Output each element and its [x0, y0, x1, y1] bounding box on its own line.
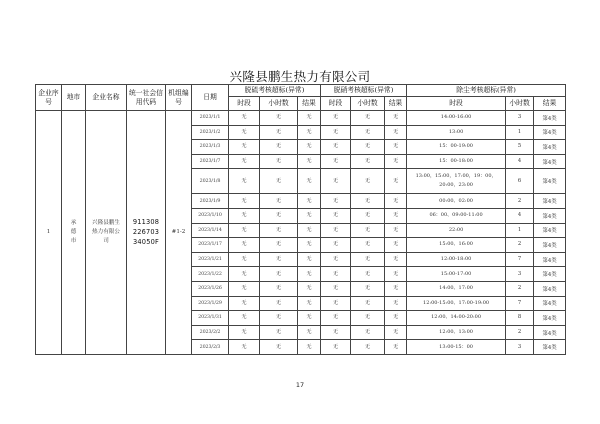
- row-desulf-time: 无: [229, 340, 260, 355]
- row-dust-result: 第4类: [534, 169, 566, 194]
- row-dust-result: 第4类: [534, 125, 566, 140]
- row-desulf-result: 无: [298, 267, 321, 282]
- row-denitr-result: 无: [385, 125, 407, 140]
- row-desulf-hours: 无: [260, 252, 298, 267]
- header-unit: 机组编号: [166, 85, 192, 111]
- row-dust-hours: 1: [506, 223, 534, 238]
- row-denitr-result: 无: [385, 311, 407, 326]
- row-dust-hours: 1: [506, 125, 534, 140]
- page-number: 17: [295, 381, 305, 389]
- enterprise-city-text: 承德市: [70, 219, 77, 244]
- row-desulf-time: 无: [229, 169, 260, 194]
- credit-code-line: 911308: [132, 218, 160, 227]
- row-desulf-hours: 无: [260, 281, 298, 296]
- row-dust-hours: 2: [506, 281, 534, 296]
- row-denitr-result: 无: [385, 169, 407, 194]
- row-date: 2023/1/26: [192, 281, 229, 296]
- row-denitr-result: 无: [385, 111, 407, 126]
- row-date: 2023/1/29: [192, 296, 229, 311]
- row-desulf-result: 无: [298, 111, 321, 126]
- row-dust-hours: 2: [506, 194, 534, 209]
- header-dust-hours: 小时数: [506, 97, 534, 111]
- row-desulf-hours: 无: [260, 340, 298, 355]
- header-dust-time: 时段: [407, 97, 506, 111]
- row-denitr-hours: 无: [351, 169, 385, 194]
- row-denitr-time: 无: [321, 208, 351, 223]
- credit-code-line: 226703: [132, 228, 160, 237]
- row-denitr-hours: 无: [351, 208, 385, 223]
- row-denitr-result: 无: [385, 267, 407, 282]
- document-title: 兴隆县鹏生热力有限公司: [229, 69, 371, 84]
- row-date: 2023/1/22: [192, 267, 229, 282]
- row-denitr-result: 无: [385, 194, 407, 209]
- row-denitr-hours: 无: [351, 340, 385, 355]
- row-dust-time: 12:00-15:00、17:00-19:00: [407, 296, 506, 311]
- row-denitr-time: 无: [321, 281, 351, 296]
- row-denitr-result: 无: [385, 296, 407, 311]
- row-date: 2023/2/2: [192, 325, 229, 340]
- row-desulf-hours: 无: [260, 238, 298, 253]
- row-desulf-result: 无: [298, 154, 321, 169]
- row-dust-hours: 5: [506, 140, 534, 155]
- row-desulf-time: 无: [229, 296, 260, 311]
- row-denitr-hours: 无: [351, 125, 385, 140]
- enterprise-unit: #1-2: [166, 111, 192, 355]
- row-denitr-result: 无: [385, 340, 407, 355]
- header-dust-group: 除尘考核超标(异常): [407, 85, 566, 97]
- row-desulf-time: 无: [229, 325, 260, 340]
- row-dust-time: 15：00-19:00: [407, 140, 506, 155]
- row-desulf-hours: 无: [260, 194, 298, 209]
- row-dust-time: 14:00-16:00: [407, 111, 506, 126]
- row-dust-hours: 2: [506, 325, 534, 340]
- row-date: 2023/1/21: [192, 252, 229, 267]
- row-dust-time: 15：00-18:00: [407, 154, 506, 169]
- row-dust-hours: 3: [506, 340, 534, 355]
- row-dust-time: 15:00、16:00: [407, 238, 506, 253]
- row-denitr-time: 无: [321, 169, 351, 194]
- row-desulf-time: 无: [229, 281, 260, 296]
- row-denitr-hours: 无: [351, 194, 385, 209]
- row-date: 2023/1/14: [192, 223, 229, 238]
- row-dust-result: 第4类: [534, 223, 566, 238]
- header-desulf-result: 结果: [298, 97, 321, 111]
- header-denitr-group: 脱硝考核超标(异常): [321, 85, 407, 97]
- row-denitr-time: 无: [321, 194, 351, 209]
- row-dust-result: 第4类: [534, 311, 566, 326]
- header-date: 日期: [192, 85, 229, 111]
- row-desulf-hours: 无: [260, 223, 298, 238]
- enterprise-company: [86, 111, 127, 355]
- row-dust-hours: 2: [506, 238, 534, 253]
- header-desulf-hours: 小时数: [260, 97, 298, 111]
- row-dust-time: 15:00-17:00: [407, 267, 506, 282]
- row-dust-result: 第4类: [534, 154, 566, 169]
- row-dust-result: 第4类: [534, 296, 566, 311]
- row-dust-hours: 3: [506, 111, 534, 126]
- header-denitr-result: 结果: [385, 97, 407, 111]
- row-desulf-result: 无: [298, 169, 321, 194]
- row-desulf-hours: 无: [260, 169, 298, 194]
- row-denitr-result: 无: [385, 238, 407, 253]
- row-denitr-result: 无: [385, 223, 407, 238]
- enterprise-seq: 1: [36, 111, 62, 355]
- row-desulf-time: 无: [229, 125, 260, 140]
- row-denitr-hours: 无: [351, 296, 385, 311]
- row-desulf-time: 无: [229, 111, 260, 126]
- credit-code-line: 34050F: [133, 238, 159, 247]
- emission-exceedance-table: [35, 84, 566, 355]
- row-dust-time: 12:00、14:00-20:00: [407, 311, 506, 326]
- row-date: 2023/1/2: [192, 125, 229, 140]
- row-denitr-time: 无: [321, 340, 351, 355]
- row-desulf-result: 无: [298, 281, 321, 296]
- row-dust-time: 14:00、17:00: [407, 281, 506, 296]
- row-date: 2023/1/1: [192, 111, 229, 126]
- row-desulf-result: 无: [298, 325, 321, 340]
- row-denitr-hours: 无: [351, 252, 385, 267]
- header-city: 地市: [62, 85, 86, 111]
- row-desulf-time: 无: [229, 252, 260, 267]
- row-date: 2023/1/7: [192, 154, 229, 169]
- row-desulf-time: 无: [229, 238, 260, 253]
- row-desulf-hours: 无: [260, 140, 298, 155]
- row-date: 2023/1/3: [192, 140, 229, 155]
- row-desulf-hours: 无: [260, 125, 298, 140]
- header-denitr-time: 时段: [321, 97, 351, 111]
- row-denitr-hours: 无: [351, 311, 385, 326]
- row-desulf-hours: 无: [260, 325, 298, 340]
- row-denitr-hours: 无: [351, 267, 385, 282]
- row-denitr-hours: 无: [351, 154, 385, 169]
- row-date: 2023/1/17: [192, 238, 229, 253]
- row-desulf-hours: 无: [260, 208, 298, 223]
- row-dust-result: 第4类: [534, 281, 566, 296]
- row-desulf-result: 无: [298, 340, 321, 355]
- row-denitr-result: 无: [385, 281, 407, 296]
- row-dust-hours: 8: [506, 311, 534, 326]
- row-dust-result: 第4类: [534, 194, 566, 209]
- row-dust-result: 第4类: [534, 208, 566, 223]
- enterprise-credit-code: [127, 111, 166, 355]
- row-desulf-result: 无: [298, 296, 321, 311]
- row-desulf-time: 无: [229, 223, 260, 238]
- row-dust-result: 第4类: [534, 267, 566, 282]
- row-dust-time: 13:00，15:00，17:00，19：00，20:00，23:00: [407, 169, 506, 194]
- row-desulf-hours: 无: [260, 311, 298, 326]
- row-dust-result: 第4类: [534, 140, 566, 155]
- row-denitr-time: 无: [321, 140, 351, 155]
- header-seq: 企业序号: [36, 85, 62, 111]
- header-denitr-hours: 小时数: [351, 97, 385, 111]
- row-denitr-result: 无: [385, 208, 407, 223]
- row-denitr-result: 无: [385, 252, 407, 267]
- row-desulf-time: 无: [229, 154, 260, 169]
- row-desulf-time: 无: [229, 194, 260, 209]
- row-denitr-hours: 无: [351, 238, 385, 253]
- row-dust-time: 06：00、09:00-11:00: [407, 208, 506, 223]
- row-desulf-result: 无: [298, 194, 321, 209]
- header-desulf-group: 脱硫考核超标(异常): [229, 85, 321, 97]
- row-dust-time: 00:00、02:00: [407, 194, 506, 209]
- row-desulf-hours: 无: [260, 154, 298, 169]
- row-dust-hours: 6: [506, 169, 534, 194]
- row-date: 2023/2/3: [192, 340, 229, 355]
- row-denitr-time: 无: [321, 154, 351, 169]
- row-denitr-time: 无: [321, 267, 351, 282]
- row-dust-result: 第4类: [534, 325, 566, 340]
- row-denitr-result: 无: [385, 140, 407, 155]
- row-dust-hours: 4: [506, 208, 534, 223]
- row-dust-hours: 3: [506, 267, 534, 282]
- row-denitr-hours: 无: [351, 111, 385, 126]
- row-date: 2023/1/9: [192, 194, 229, 209]
- row-denitr-hours: 无: [351, 223, 385, 238]
- row-dust-result: 第4类: [534, 238, 566, 253]
- row-denitr-hours: 无: [351, 140, 385, 155]
- row-dust-hours: 7: [506, 296, 534, 311]
- row-denitr-time: 无: [321, 111, 351, 126]
- row-denitr-hours: 无: [351, 281, 385, 296]
- row-denitr-time: 无: [321, 311, 351, 326]
- header-credit-code: 统一社会信用代码: [127, 85, 166, 111]
- row-dust-result: 第4类: [534, 252, 566, 267]
- row-denitr-time: 无: [321, 238, 351, 253]
- row-desulf-time: 无: [229, 140, 260, 155]
- header-company: 企业名称: [86, 85, 127, 111]
- row-dust-result: 第4类: [534, 340, 566, 355]
- row-desulf-result: 无: [298, 140, 321, 155]
- row-desulf-result: 无: [298, 311, 321, 326]
- row-dust-time: 12:00、13:00: [407, 325, 506, 340]
- row-dust-hours: 4: [506, 154, 534, 169]
- row-desulf-time: 无: [229, 208, 260, 223]
- header-desulf-time: 时段: [229, 97, 260, 111]
- row-denitr-time: 无: [321, 325, 351, 340]
- row-desulf-time: 无: [229, 267, 260, 282]
- row-date: 2023/1/8: [192, 169, 229, 194]
- header-dust-result: 结果: [534, 97, 566, 111]
- row-denitr-time: 无: [321, 296, 351, 311]
- row-date: 2023/1/10: [192, 208, 229, 223]
- row-desulf-result: 无: [298, 125, 321, 140]
- row-dust-hours: 7: [506, 252, 534, 267]
- row-denitr-time: 无: [321, 125, 351, 140]
- row-desulf-result: 无: [298, 208, 321, 223]
- row-denitr-result: 无: [385, 154, 407, 169]
- table-row: [36, 111, 566, 126]
- row-dust-time: 12:00-18:00: [407, 252, 506, 267]
- row-denitr-time: 无: [321, 223, 351, 238]
- row-desulf-hours: 无: [260, 296, 298, 311]
- row-dust-result: 第4类: [534, 111, 566, 126]
- table-body: [36, 111, 566, 355]
- row-desulf-hours: 无: [260, 111, 298, 126]
- row-desulf-result: 无: [298, 223, 321, 238]
- row-denitr-time: 无: [321, 252, 351, 267]
- row-desulf-result: 无: [298, 238, 321, 253]
- enterprise-company-text: 兴隆县鹏生热力有限公司: [92, 219, 120, 244]
- row-dust-time: 13:00-15：00: [407, 340, 506, 355]
- row-denitr-hours: 无: [351, 325, 385, 340]
- row-desulf-hours: 无: [260, 267, 298, 282]
- row-denitr-result: 无: [385, 325, 407, 340]
- row-date: 2023/1/31: [192, 311, 229, 326]
- row-desulf-result: 无: [298, 252, 321, 267]
- row-dust-time: 13:00: [407, 125, 506, 140]
- row-desulf-time: 无: [229, 311, 260, 326]
- row-dust-time: 22:00: [407, 223, 506, 238]
- enterprise-city: [62, 111, 86, 355]
